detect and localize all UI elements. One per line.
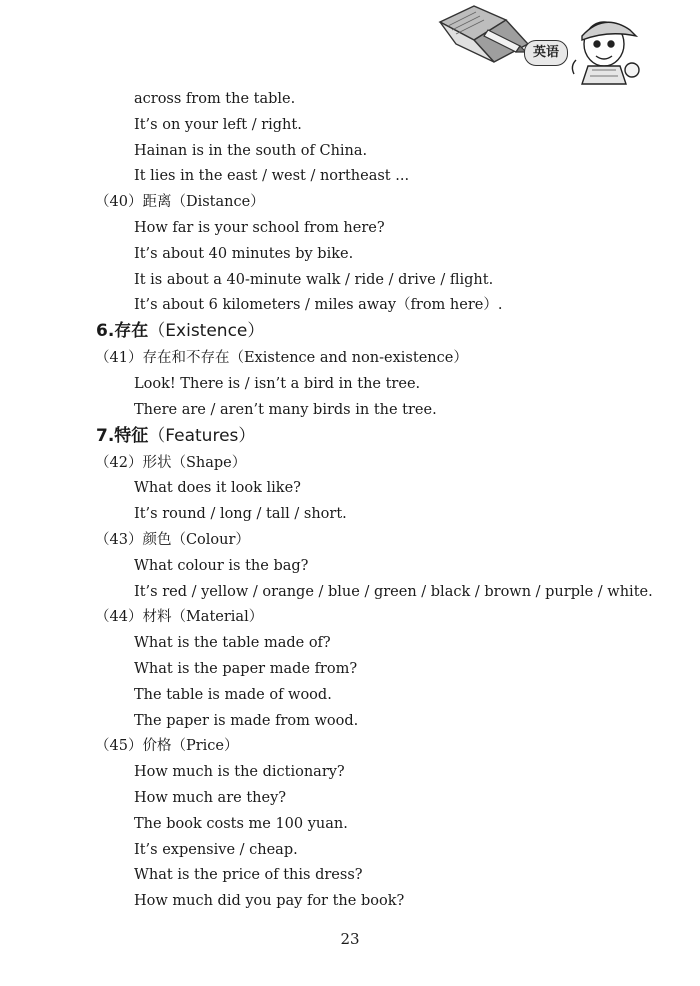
example-sentence: Hainan is in the south of China. <box>134 142 368 159</box>
example-sentence: The table is made of wood. <box>134 686 332 703</box>
example-sentence: What is the price of this dress? <box>134 867 363 884</box>
example-sentence: How much did you pay for the book? <box>134 893 405 910</box>
example-sentence: It’s red / yellow / orange / blue / green / black / brown / purple / white. <box>134 583 653 600</box>
subsection-title: （43）颜色（Colour） <box>95 532 250 548</box>
subsection-title: （45）价格（Price） <box>95 738 239 755</box>
example-sentence: Look! There is / isn’t a bird in the tree. <box>134 376 421 392</box>
example-sentence: How far is your school from here? <box>134 220 385 236</box>
page-number: 23 <box>340 930 360 948</box>
subsection-title: （42）形状（Shape） <box>95 454 247 471</box>
example-sentence: There are / aren’t many birds in the tree. <box>134 401 437 418</box>
example-sentence: How much is the dictionary? <box>134 764 345 781</box>
section-heading-number: 7. <box>96 425 115 446</box>
section-heading-en: （Existence） <box>148 321 265 342</box>
section-heading-number: 6. <box>96 321 115 342</box>
section-heading-cn: 存在 <box>114 321 149 342</box>
section-heading <box>96 425 255 447</box>
example-sentence: What is the table made of? <box>134 635 331 652</box>
example-sentence: It’s round / long / tall / short. <box>134 506 347 523</box>
example-sentence: It’s about 6 kilometers / miles away（from here）. <box>134 297 503 314</box>
example-sentence: What does it look like? <box>134 480 301 497</box>
example-sentence: How much are they? <box>134 790 287 806</box>
example-sentence: It is about a 40-minute walk / ride / drive / flight. <box>134 271 494 288</box>
example-sentence: What is the paper made from? <box>134 661 358 677</box>
subsection-title: （44）材料（Material） <box>95 609 264 626</box>
section-heading <box>96 320 264 342</box>
example-sentence: The paper is made from wood. <box>134 712 359 729</box>
example-sentence: across from the table. <box>134 91 296 107</box>
example-sentence: It’s expensive / cheap. <box>134 841 298 858</box>
subsection-title: （40）距离（Distance） <box>95 194 265 211</box>
subject-badge: 英语 <box>524 40 568 66</box>
example-sentence: What colour is the bag? <box>134 557 309 574</box>
example-sentence: It lies in the east / west / northeast ... <box>134 168 410 185</box>
example-sentence: The book costs me 100 yuan. <box>134 815 348 832</box>
section-heading-en: （Features） <box>148 425 256 446</box>
example-sentence: It’s on your left / right. <box>134 116 302 133</box>
section-heading-cn: 特征 <box>114 425 149 446</box>
subsection-title: （41）存在和不存在（Existence and non-existence） <box>95 350 468 367</box>
example-sentence: It’s about 40 minutes by bike. <box>134 245 354 262</box>
